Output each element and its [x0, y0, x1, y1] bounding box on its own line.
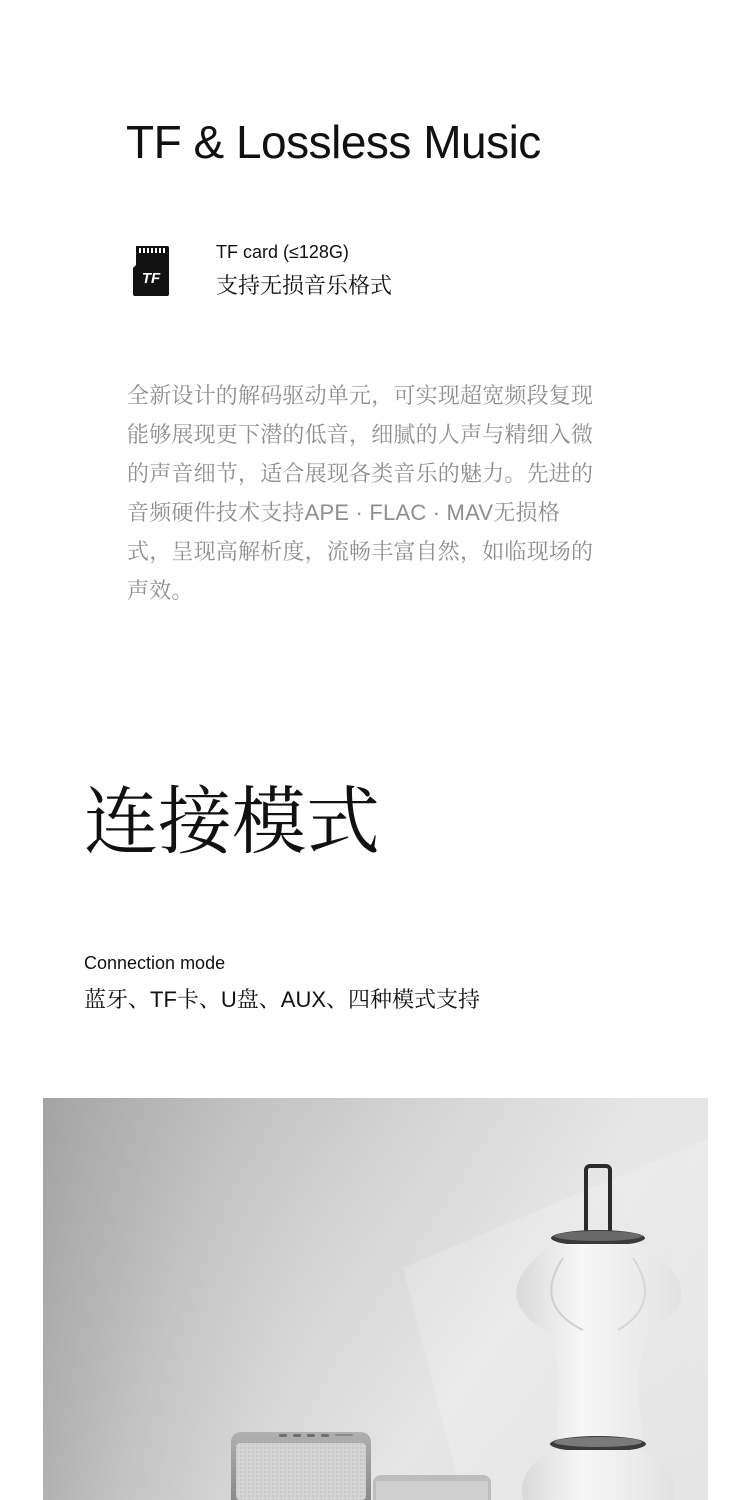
tf-feature-en: TF card (≤128G) [216, 242, 349, 262]
sd-card-icon-label: TF [141, 270, 161, 287]
connection-section-title: 连接模式 [84, 779, 380, 865]
tf-feature [133, 240, 653, 304]
tf-description: 全新设计的解码驱动单元，可实现超宽频段复现能够展现更下潜的低音，细腻的人声与精细入微的声音细节，适合展现各类音乐的魅力。先进的音频硬件技术支持APE · FLAC · MAV无损格式，呈现高解析度，流畅丰富自然，如临现场的声效。 [127, 383, 594, 603]
sd-card-icon [133, 246, 169, 296]
product-scene [43, 1098, 708, 1500]
speaker [231, 1432, 371, 1500]
connection-subtitle-en: Connection mode [84, 953, 226, 973]
connection-subtitle-cn: 蓝牙、TF卡、U盘、AUX、四种模式支持 [84, 987, 481, 1012]
product-photo [43, 1098, 708, 1500]
tf-feature-cn: 支持无损音乐格式 [216, 273, 393, 298]
tf-section-title: TF & Lossless Music [126, 116, 541, 168]
